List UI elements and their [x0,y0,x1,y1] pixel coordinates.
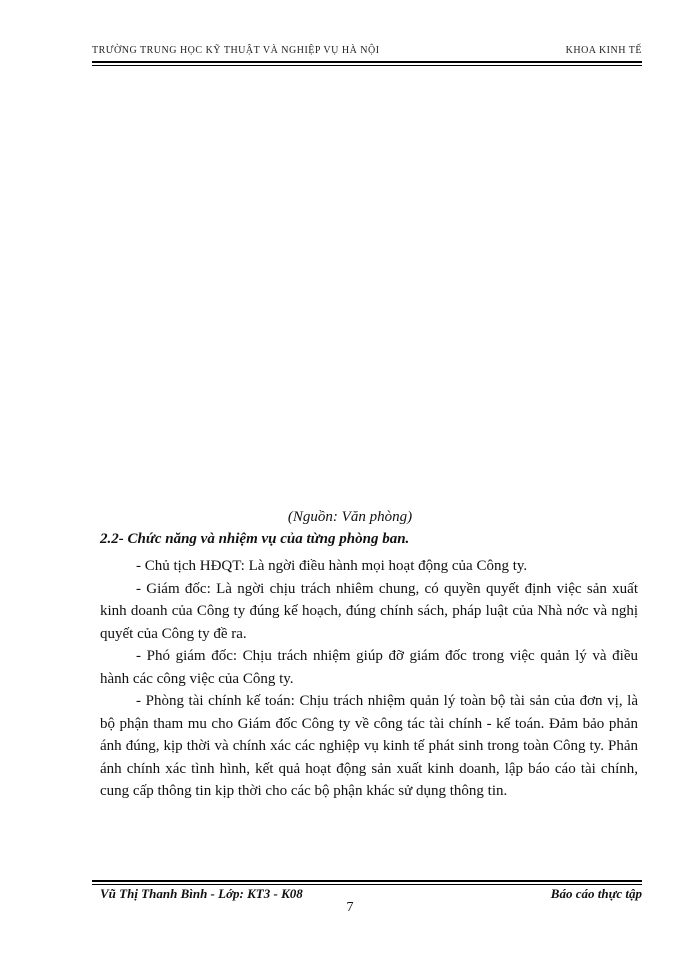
source-note: (Nguồn: Văn phòng) [287,509,413,525]
footer-rule [92,880,642,882]
header-faculty-name: KHOA KINH TẾ [565,45,642,56]
page-number: 7 [346,900,354,915]
header-rule-thin [92,65,642,66]
footer-report-title: Báo cáo thực tập [550,886,642,901]
paragraph-finance-accounting: - Phòng tài chính kế toán: Chịu trách nhiệm quản lý toàn bộ tài sản của đơn vị, là bộ phận tham mu cho Giám đốc Công ty về công tác tài chính - kế toán. Đảm bảo phản ánh đúng, kịp thời và chính xác các nghiệp vụ kinh tế phát sinh trong toàn Công ty. Phản ánh chính xác tình hình, kết quả hoạt động sản xuất kinh doanh, lập báo cáo tài chính, cung cấp thông tin kịp thời cho các bộ phận khác sử dụng thông tin. [100,693,638,799]
footer-rule-thin [92,884,642,885]
body-text [100,555,638,803]
header-school-name: TRƯỜNG TRUNG HỌC KỸ THUẬT VÀ NGHIỆP VỤ HÀ NỘI [92,45,380,56]
paragraph-director: - Giám đốc: Là ngời chịu trách nhiêm chung, có quyền quyết định việc sản xuất kinh doanh của Công ty đúng kế hoạch, đúng chính sách, pháp luật của Nhà nớc và nghị quyết của Công ty đề ra. [100,580,638,642]
paragraph-chairman: - Chủ tịch HĐQT: Là ngời điều hành mọi hoạt động của Công ty. [136,558,528,574]
paragraph-deputy-director: - Phó giám đốc: Chịu trách nhiệm giúp đỡ giám đốc trong việc quản lý và điều hành các công việc của Công ty. [100,648,638,687]
section-title: 2.2- Chức năng và nhiệm vụ của từng phòng ban. [100,531,410,547]
header-rule [92,61,642,63]
page-header [92,45,642,67]
footer-author: Vũ Thị Thanh Bình - Lớp: KT3 - K08 [100,886,303,901]
